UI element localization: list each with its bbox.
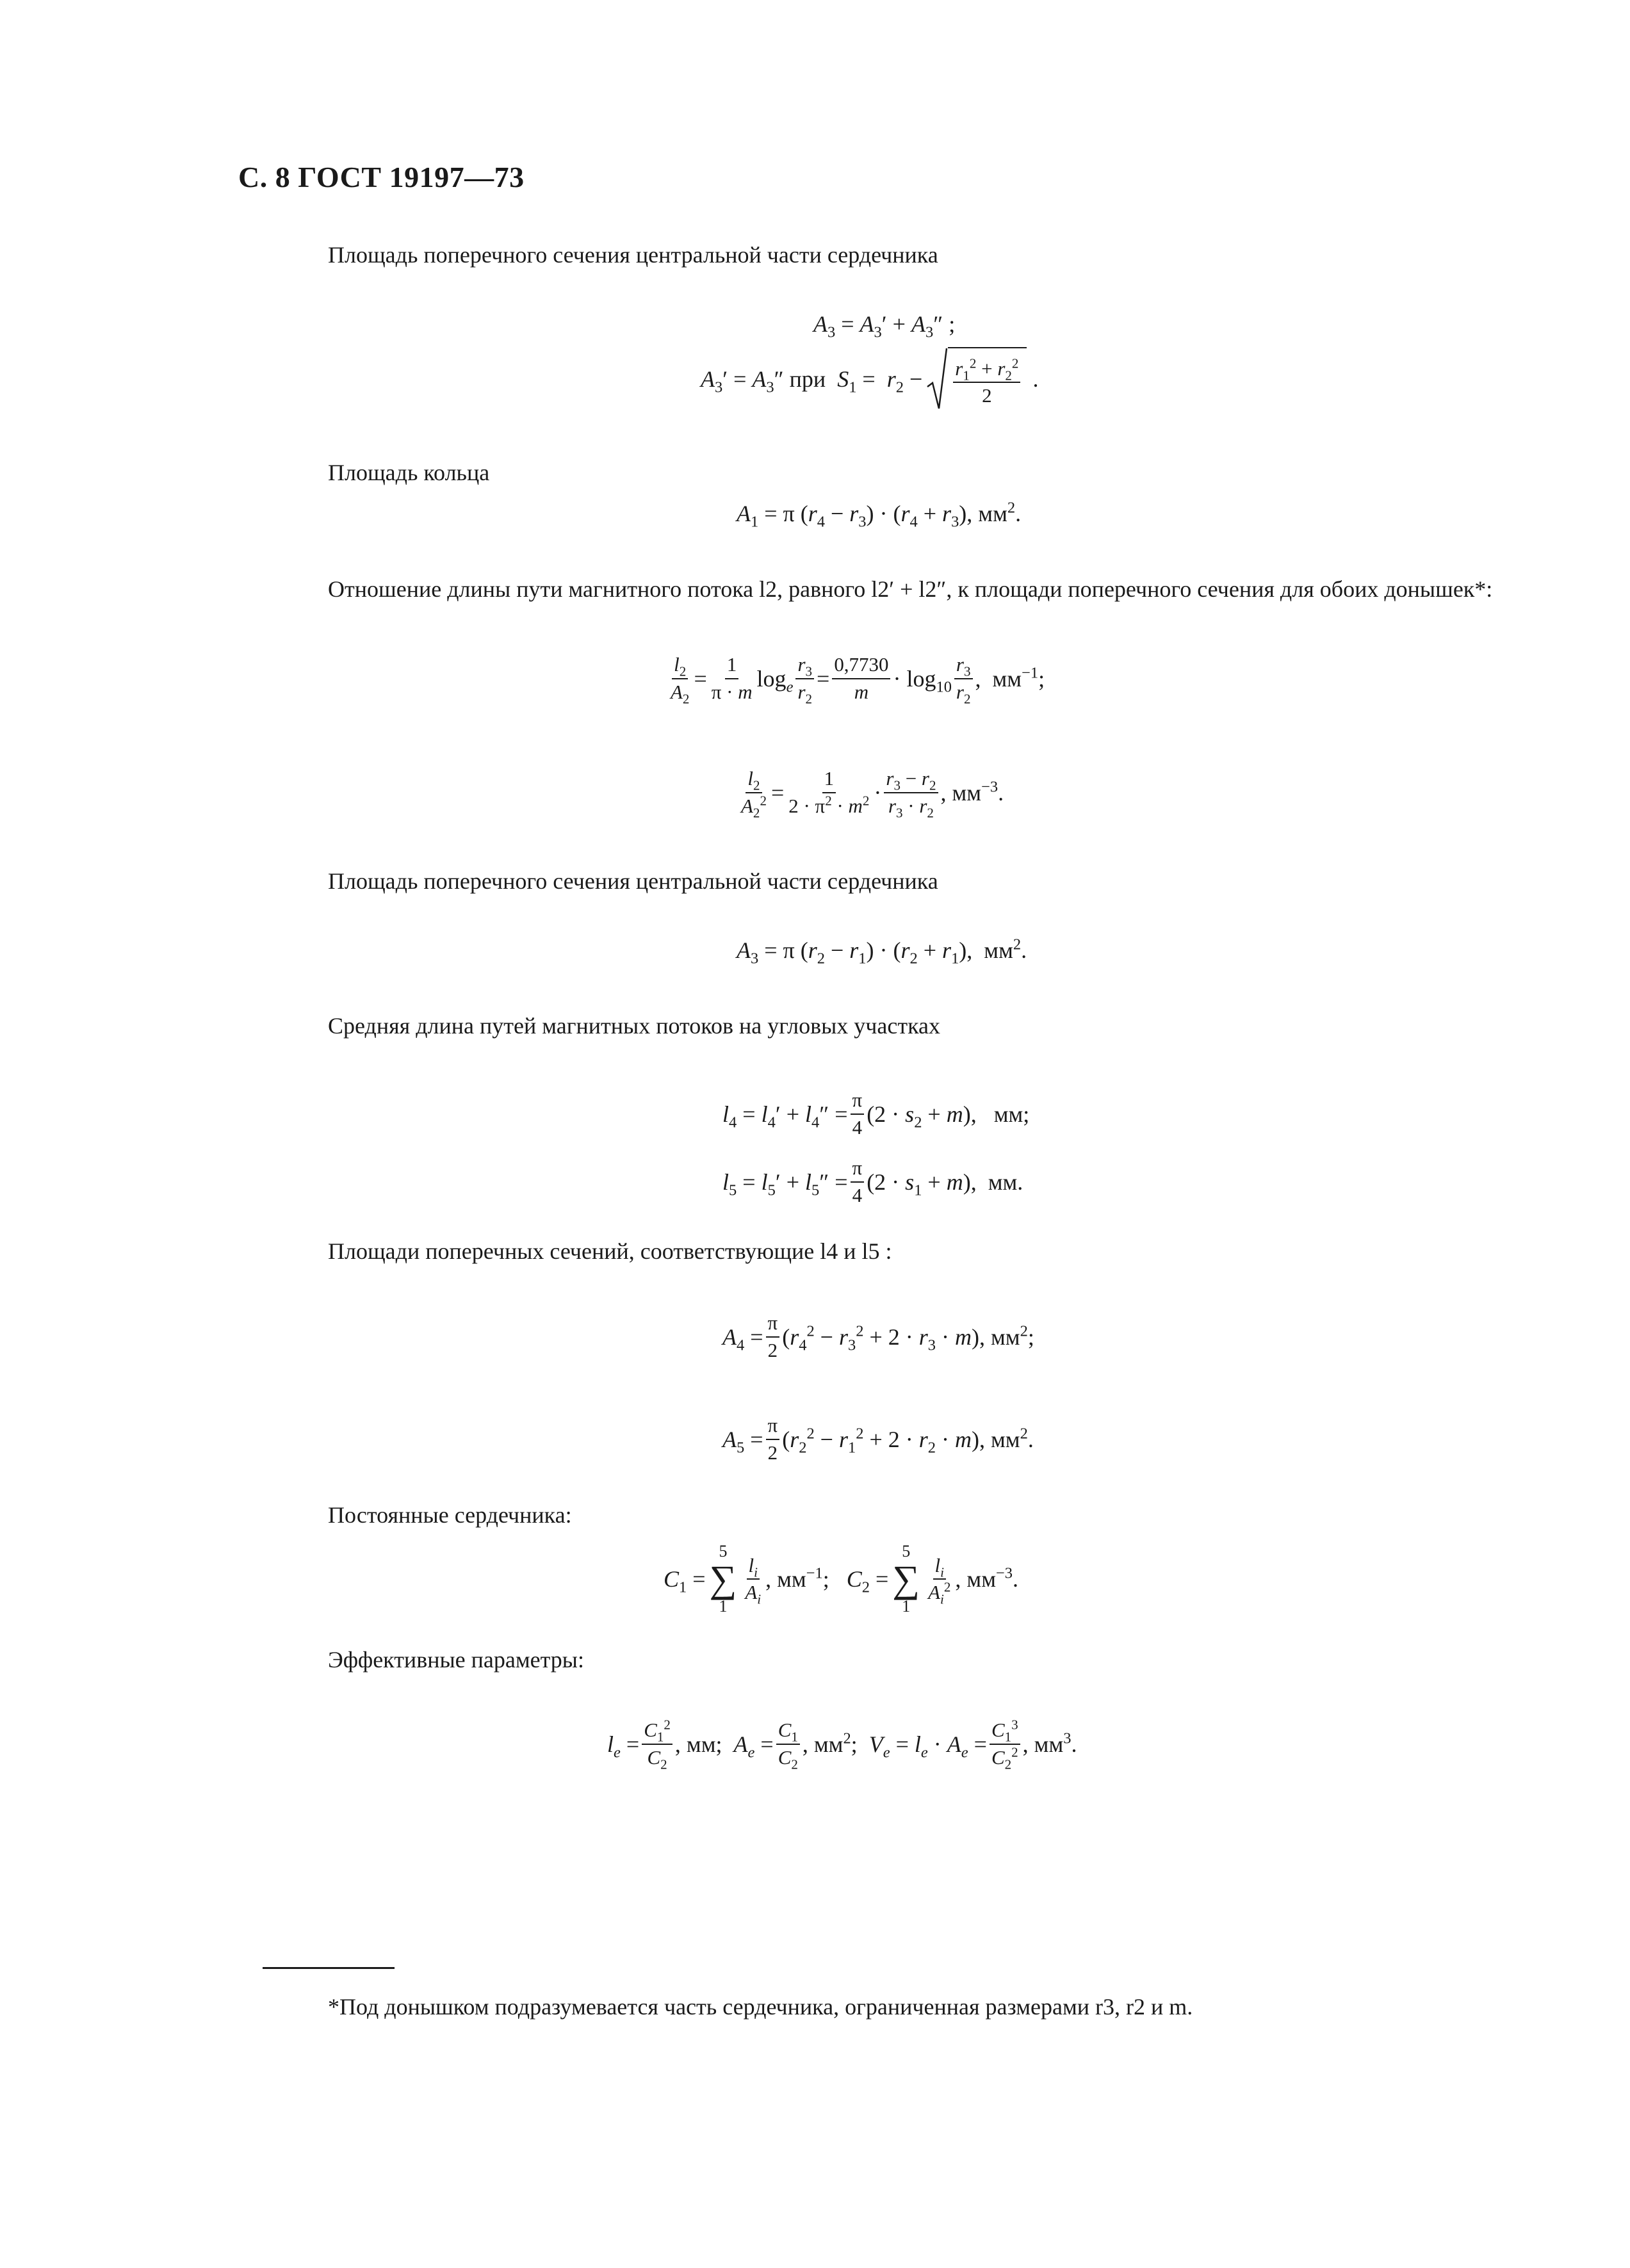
paragraph-effective-params: Эффективные параметры: bbox=[328, 1647, 584, 1673]
paragraph-cross-sections-l4-l5: Площади поперечных сечений, соответствующие l4 и l5 : bbox=[328, 1238, 892, 1264]
formula-a4: $A_4$ = $\frac{\pi}{2}$ $(r_4^2 - r_3^2 + 2 \cdot r_3 \cdot m)$, $мм^2$; bbox=[722, 1311, 1034, 1361]
formula-c1-c2: $C_1$ = 5 ∑ 1 $l_i$ $A_i$ , $мм^{-1}$; $C_2$ = 5 ∑ 1 $l_i$ $A_i^2$ , $мм^{-3}$. bbox=[664, 1542, 1019, 1616]
formula-l2-over-a2: $\frac{l_2}{A_2}$ = $\frac{1}{\pi \cdot m}$ $\log_e$ $\frac{r_3}{r_2}$ = $\frac{0,7730}{m}$ · $\log_{10}$ $r_3$ $r_2$ , $мм^{-1}$; bbox=[671, 653, 1045, 706]
footnote-text: *Под донышком подразумевается часть сердечника, ограниченная размерами r3, r2 и m. bbox=[328, 1994, 1193, 2020]
formula-a3-sum: $A_3 = A_3' + A_3''$ ; bbox=[813, 311, 956, 341]
footnote-separator bbox=[263, 1967, 395, 1969]
formula-l2-over-a2-squared: $\frac{l_2}{A_2^2}$ = $\frac{1}{2 \cdot \pi^2 \cdot m^2}$ · $r_3 - r_2$ $r_3 \cdot r_2$ , $мм^{-3}$. bbox=[741, 767, 1004, 820]
formula-a1: $A_1 = \pi$ $(r_4 - r_3) \cdot (r_4 + r_3)$, $мм^2$. bbox=[737, 499, 1022, 531]
formula-l5: $l_5 = l_5' + l_5''$ = $\frac{\pi}{4}$ $(2 \cdot s_1 + m)$, мм. bbox=[722, 1156, 1023, 1206]
formula-a3-condition: $A_3' = A_3''$ при $S_1 = r_2$ − $r_1^2 + r_2^2$ 2 . bbox=[701, 347, 1038, 411]
formula-a3: $A_3 = \pi$ $(r_2 - r_1) \cdot (r_2 + r_1)$, $мм^2$. bbox=[737, 936, 1027, 968]
paragraph-mean-path-length: Средняя длина путей магнитных потоков на угловых участках bbox=[328, 1013, 941, 1039]
paragraph-ring-area: Площадь кольца bbox=[328, 460, 490, 485]
paragraph-core-center-area-2: Площадь поперечного сечения центральной части сердечника bbox=[328, 868, 938, 894]
radical-sign-icon bbox=[926, 347, 948, 411]
formula-l4: $l_4 = l_4' + l_4''$ = $\frac{\pi}{4}$ $(2 \cdot s_2 + m)$, мм; bbox=[722, 1089, 1030, 1138]
page-header: С. 8 ГОСТ 19197—73 bbox=[238, 161, 525, 193]
paragraph-core-center-area: Площадь поперечного сечения центральной части сердечника bbox=[328, 242, 938, 268]
paragraph-core-constants: Постоянные сердечника: bbox=[328, 1502, 572, 1528]
formula-a5: $A_5$ = $\frac{\pi}{2}$ $(r_2^2 - r_1^2 + 2 \cdot r_2 \cdot m)$, $мм^2$. bbox=[722, 1414, 1034, 1464]
paragraph-bottom-path-ratio: Отношение длины пути магнитного потока l2, равного l2′ + l2″, к площади поперечного сечения для обоих донышек*: bbox=[328, 576, 1493, 602]
formula-effective-params: $l_e$ = $\frac{C_1^2}{C_2}$ , мм; $A_e$ = $\frac{C_1}{C_2}$ , $мм^2$; $V_e = l_e \cdot A_e$ = $\frac{C_1^3}{C_2^2}$ , $мм^3$. bbox=[607, 1717, 1077, 1772]
